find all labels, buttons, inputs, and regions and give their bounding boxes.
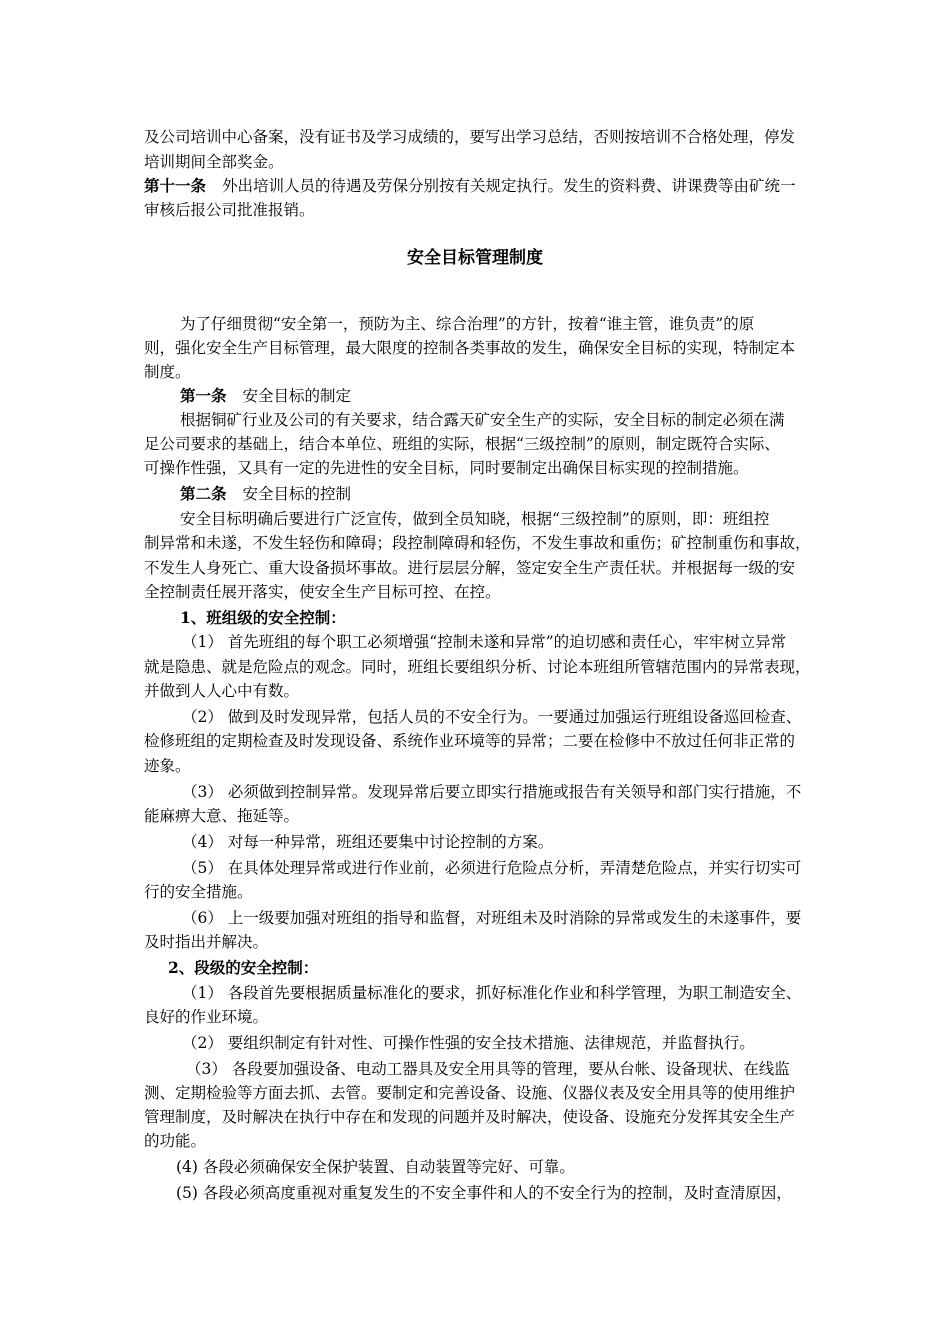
article-11	[144, 174, 796, 198]
text-line: 审核后报公司批准报销。	[144, 201, 315, 219]
text-line: 迹象。	[144, 757, 191, 775]
article-label: 第十一条	[144, 176, 207, 195]
text-line: 能麻痹大意、拖延等。	[144, 807, 300, 825]
section-heading: 2、段级的安全控制：	[168, 958, 319, 977]
text-line: 的功能。	[144, 1132, 207, 1150]
text-line: 不发生人身死亡、重大设备损坏事故。进行层层分解，签定安全生产责任状。并根据每一级的安	[144, 559, 796, 577]
text-line: 足公司要求的基础上，结合本单位、班组的实际，根据“三级控制”的原则，制定既符合实际、	[144, 435, 780, 453]
text-line: 安全目标明确后要进行广泛宣传，做到全员知晓，根据“三级控制”的原则，即：班组控	[180, 510, 770, 528]
list-item: （3） 必须做到控制异常。发现异常后要立即实行措施或报告有关领导和部门实行措施，不	[182, 783, 802, 801]
text-line: 可操作性强，又具有一定的先进性的安全目标，同时要制定出确保目标实现的控制措施。	[144, 459, 749, 477]
text-line: 检修班组的定期检查及时发现设备、系统作业环境等的异常；二要在检修中不放过任何非正常的	[144, 732, 796, 750]
list-item: (4) 各段必须确保安全保护装置、自动装置等完好、可靠。	[176, 1158, 575, 1176]
list-item: （1） 首先班组的每个职工必须增强“控制未遂和异常”的迫切感和责任心，牢牢树立异常	[182, 633, 787, 651]
text-line: 及公司培训中心备案，没有证书及学习成绩的，要写出学习总结，否则按培训不合格处理，停发	[144, 128, 796, 146]
intro-line: 则，强化安全生产目标管理，最大限度的控制各类事故的发生，确保安全目标的实现，特制定本	[144, 339, 796, 357]
list-item: （6） 上一级要加强对班组的指导和监督，对班组未及时消除的异常或发生的未遂事件，要	[182, 909, 802, 927]
article-label: 第一条	[180, 386, 227, 405]
text-line: 测、定期检验等方面去抓、去管。要制定和完善设备、设施、仪器仪表及安全用具等的使用维护	[144, 1084, 796, 1102]
text-line: 根据铜矿行业及公司的有关要求，结合露天矿安全生产的实际，安全目标的制定必须在满	[180, 411, 785, 429]
list-item: （5） 在具体处理异常或进行作业前，必须进行危险点分析，弄清楚危险点，并实行切实可	[182, 859, 802, 877]
text-line: 培训期间全部奖金。	[144, 153, 284, 171]
article-label: 第二条	[180, 484, 227, 503]
text-line: 并做到人人心中有数。	[144, 682, 300, 700]
text-line: 全控制责任展开落实，使安全生产目标可控、在控。	[144, 583, 501, 601]
text-line: 及时指出并解决。	[144, 933, 269, 951]
article-1-heading	[180, 384, 351, 408]
text-line: 制异常和未遂，不发生轻伤和障碍；段控制障碍和轻伤，不发生事故和重伤；矿控制重伤和事故，	[144, 534, 811, 552]
list-item: （1） 各段首先要根据质量标准化的要求，抓好标准化作业和科学管理，为职工制造安全、	[182, 984, 802, 1002]
intro-line: 为了仔细贯彻“安全第一，预防为主、综合治理”的方针，按着“谁主管，谁负责”的原	[180, 315, 755, 333]
article-2-heading	[180, 482, 351, 506]
text-line: 就是隐患、就是危险点的观念。同时，班组长要组织分析、讨论本班组所管辖范围内的异常表现，	[144, 658, 811, 676]
list-item: （2） 要组织制定有针对性、可操作性强的安全技术措施、法律规范，并监督执行。	[182, 1034, 755, 1052]
list-item: （4） 对每一种异常，班组还要集中讨论控制的方案。	[182, 833, 554, 851]
text-line: 行的安全措施。	[144, 883, 253, 901]
article-heading: 安全目标的控制	[242, 485, 352, 503]
intro-line: 制度。	[144, 363, 191, 381]
article-text: 外出培训人员的待遇及劳保分别按有关规定执行。发生的资料费、讲课费等由矿统一	[222, 177, 796, 195]
text-line: 管理制度，及时解决在执行中存在和发现的问题并及时解决，使设备、设施充分发挥其安全生产	[144, 1108, 796, 1126]
list-item: (5) 各段必须高度重视对重复发生的不安全事件和人的不安全行为的控制，及时查清原因，	[176, 1184, 792, 1202]
article-heading: 安全目标的制定	[242, 387, 352, 405]
page-title: 安全目标管理制度	[407, 248, 543, 268]
section-heading: 1、班组级的安全控制：	[180, 608, 346, 627]
text-line: 良好的作业环境。	[144, 1008, 269, 1026]
list-item: （2） 做到及时发现异常，包括人员的不安全行为。一要通过加强运行班组设备巡回检查、	[182, 708, 802, 726]
list-item: （3） 各段要加强设备、电动工器具及安全用具等的管理，要从台帐、设备现状、在线监	[186, 1060, 790, 1078]
